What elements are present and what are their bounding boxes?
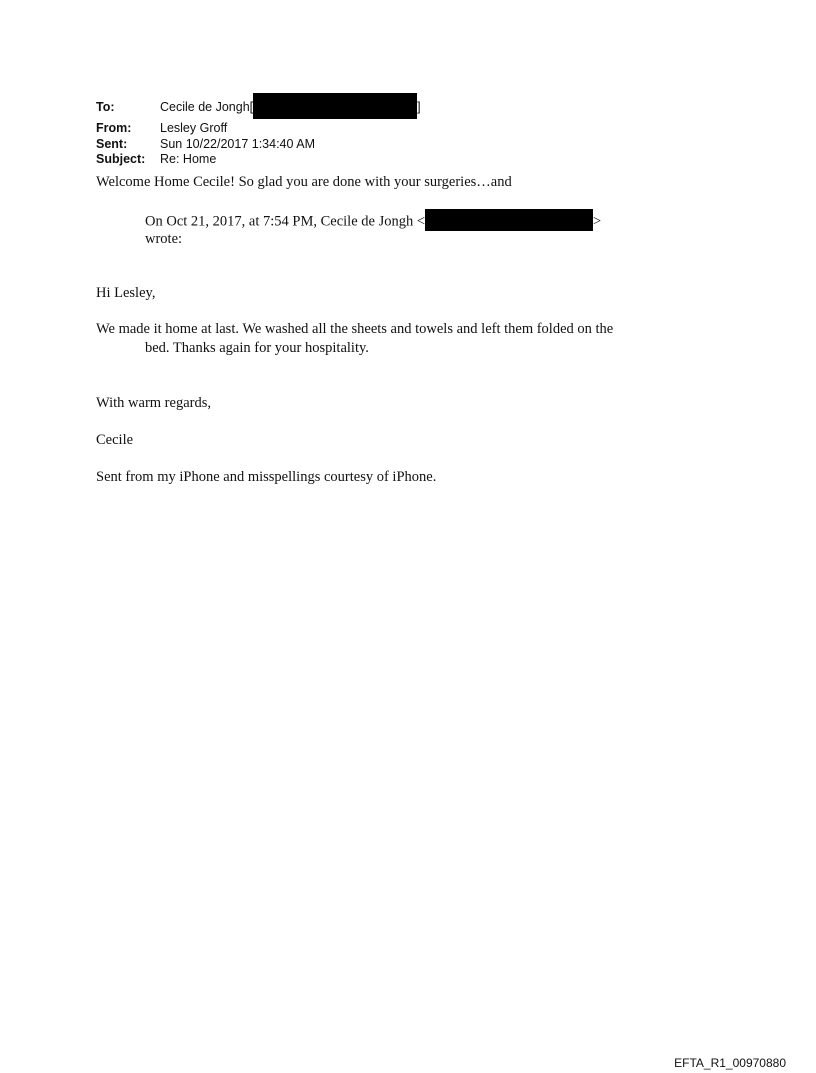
to-value: Cecile de Jongh[ (160, 100, 254, 115)
subject-label: Subject: (96, 152, 146, 166)
message-line-2: bed. Thanks again for your hospitality. (145, 340, 369, 356)
subject-value: Re: Home (160, 152, 217, 166)
sent-row (96, 137, 421, 153)
to-close-bracket: ] (417, 100, 421, 115)
from-value: Lesley Groff (160, 121, 228, 135)
quote-intro-close: > (593, 213, 602, 230)
to-label: To: (96, 100, 115, 115)
document-id: EFTA_R1_00970880 (674, 1056, 786, 1070)
quote-wrote: wrote: (145, 231, 183, 247)
sent-from-line: Sent from my iPhone and misspellings courtesy of iPhone. (96, 469, 437, 485)
greeting: Hi Lesley, (96, 285, 156, 301)
quote-intro (145, 211, 601, 233)
closing: With warm regards, (96, 395, 211, 411)
quote-intro-text: On Oct 21, 2017, at 7:54 PM, Cecile de Jongh < (145, 213, 426, 230)
sent-label: Sent: (96, 136, 128, 151)
sent-value: Sun 10/22/2017 1:34:40 AM (160, 136, 315, 151)
from-row (96, 121, 421, 137)
subject-row (96, 152, 421, 168)
redaction-box (253, 93, 417, 119)
redaction-box (425, 209, 593, 231)
reply-line: Welcome Home Cecile! So glad you are done with your surgeries…and (96, 174, 512, 190)
to-row (96, 95, 421, 121)
message-line-1: We made it home at last. We washed all the sheets and towels and left them folded on the (96, 321, 614, 337)
from-label: From: (96, 121, 132, 135)
email-header (96, 95, 421, 168)
signature: Cecile (96, 432, 134, 448)
